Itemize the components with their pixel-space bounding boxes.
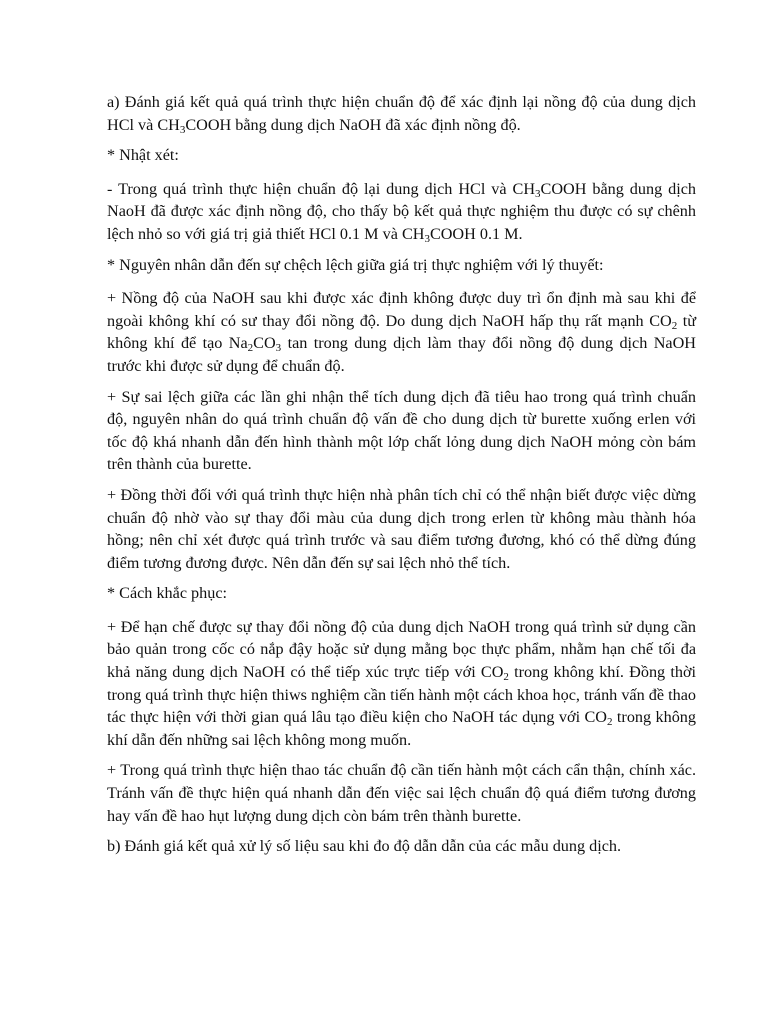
causes-heading [107, 254, 696, 277]
text-run: + Trong quá trình thực hiện thao tác chuẩn độ cần tiến hành một cách cẩn thận, chính xác. Tránh vấn đề thực hiện quá nhanh dẫn đến việc sai lệch chuẩn độ quá điểm tương đương hay vấn đề hao hụt lượng dung dịch còn bám trên thành burette. [107, 761, 696, 825]
subscript: 3 [275, 342, 282, 355]
cause-paragraph-volume-deviation [107, 386, 696, 476]
text-run: COOH 0.1 M. [429, 224, 523, 243]
text-run: tan trong dung dịch làm thay đổi nồng độ dung dịch NaOH trước khi được sử dụng để chuẩn độ. [107, 334, 696, 375]
cause-paragraph-endpoint [107, 484, 696, 574]
text-run: + Nồng độ của NaOH sau khi được xác định không được duy trì ổn định mà sau khi để ngoài không khí có sư thay đổi nồng độ. Do dung dịch NaOH hấp thụ rất mạnh CO [107, 289, 696, 330]
text-run: COOH bằng dung dịch NaoH đã được xác định nồng độ, cho thấy bộ kết quả thực nghiệm thu được có sự chênh lệch nhỏ so với giá trị giả thiết HCl 0.1 M và CH [107, 179, 697, 243]
subscript: 3 [535, 187, 541, 200]
section-b-heading [107, 835, 696, 858]
text-run: + Để hạn chế được sự thay đổi nồng độ của dung dịch NaOH trong quá trình sử dụng cần bảo quản trong cốc có nắp đậy hoặc sử dụng mằng bọc thực phẩm, nhằm hạn chế tối đa khả năng dung dịch NaOH có thể tiếp xúc trực tiếp với CO [107, 617, 696, 682]
remedies-heading [107, 582, 696, 605]
text-run: trong không khí dẫn đến những sai lệch không mong muốn. [107, 708, 696, 749]
cause-paragraph-naoh-concentration [107, 287, 696, 377]
remarks-paragraph [107, 178, 696, 246]
subscript: 2 [671, 319, 678, 332]
subscript: 2 [503, 671, 509, 684]
text-run: + Đồng thời đối với quá trình thực hiện nhà phân tích chỉ có thể nhận biết được việc dừng chuẩn độ nhờ vào sự thay đổi màu của dung dịch trong erlen từ không màu thành hóa hồng; nên chỉ xét được quá trình trước và sau điểm tương đương, khó có thể dừng đúng điểm tương đương được. Nên dẫn đến sự sai lệch nhỏ thể tích. [107, 485, 696, 572]
subscript: 2 [607, 716, 613, 729]
subscript: 3 [424, 232, 430, 245]
text-run: a) Đánh giá kết quả quá trình thực hiện chuẩn độ để xác định lại nồng độ của dung dịch HCl và CH [107, 93, 696, 134]
text-run: * Cách khắc phục: [107, 584, 228, 603]
remedy-paragraph-titration [107, 759, 696, 827]
text-run: + Sự sai lệch giữa các lần ghi nhận thể tích dung dịch đã tiêu hao trong quá trình chuẩn độ, nguyên nhân do quá trình chuẩn độ vấn đề cho dung dịch từ burette xuống erlen với tốc độ khá nhanh dẫn đến hình thành một lớp chất lỏng dung dịch NaOH mỏng còn bám trên thành của burette. [107, 387, 696, 474]
text-run: - Trong quá trình thực hiện chuẩn độ lại dung dịch HCl và CH [107, 179, 536, 198]
remarks-heading [107, 144, 696, 167]
text-run: từ không khí để tạo Na [107, 311, 696, 353]
subscript: 3 [179, 123, 186, 136]
text-run: CO [253, 334, 276, 353]
text-run: b) Đánh giá kết quả xử lý số liệu sau khi đo độ dẫn dẫn của các mẫu dung dịch. [107, 837, 622, 856]
section-a-heading [107, 91, 696, 136]
subscript: 2 [247, 342, 254, 355]
remedy-paragraph-storage [107, 616, 696, 752]
text-run: * Nguyên nhân dẫn đến sự chệch lệch giữa giá trị thực nghiệm với lý thuyết: [107, 255, 604, 274]
text-run: * Nhật xét: [107, 146, 179, 165]
text-run: trong không khí. Đồng thời trong quá trình thực hiện thiws nghiệm cần tiến hành một cách khoa học, tránh vấn đề thao tác thực hiện với thời gian quá lâu tạo điều kiện cho NaOH tác dụng với CO [107, 663, 697, 727]
text-run: COOH bằng dung dịch NaOH đã xác định nồng độ. [185, 115, 521, 134]
